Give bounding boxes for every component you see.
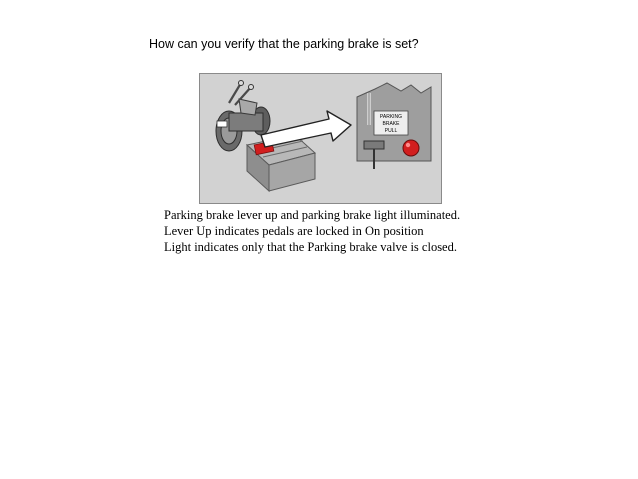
parking-brake-light-icon: [403, 140, 419, 156]
parking-brake-illustration: [199, 73, 442, 204]
parking-brake-figure: [199, 73, 442, 204]
question-text: How can you verify that the parking brake is set?: [149, 37, 419, 51]
panel-label-line-2: BRAKE: [382, 121, 400, 127]
brake-panel-closeup: [357, 83, 431, 169]
answer-text-block: [164, 207, 460, 255]
answer-line: Parking brake lever up and parking brake light illuminated.: [164, 208, 461, 222]
panel-label-line-1: PARKING: [379, 114, 403, 120]
answer-line: Light indicates only that the Parking brake valve is closed.: [164, 240, 457, 254]
panel-label-line-3: PULL: [384, 128, 398, 134]
answer-line: Lever Up indicates pedals are locked in On position: [164, 224, 424, 238]
